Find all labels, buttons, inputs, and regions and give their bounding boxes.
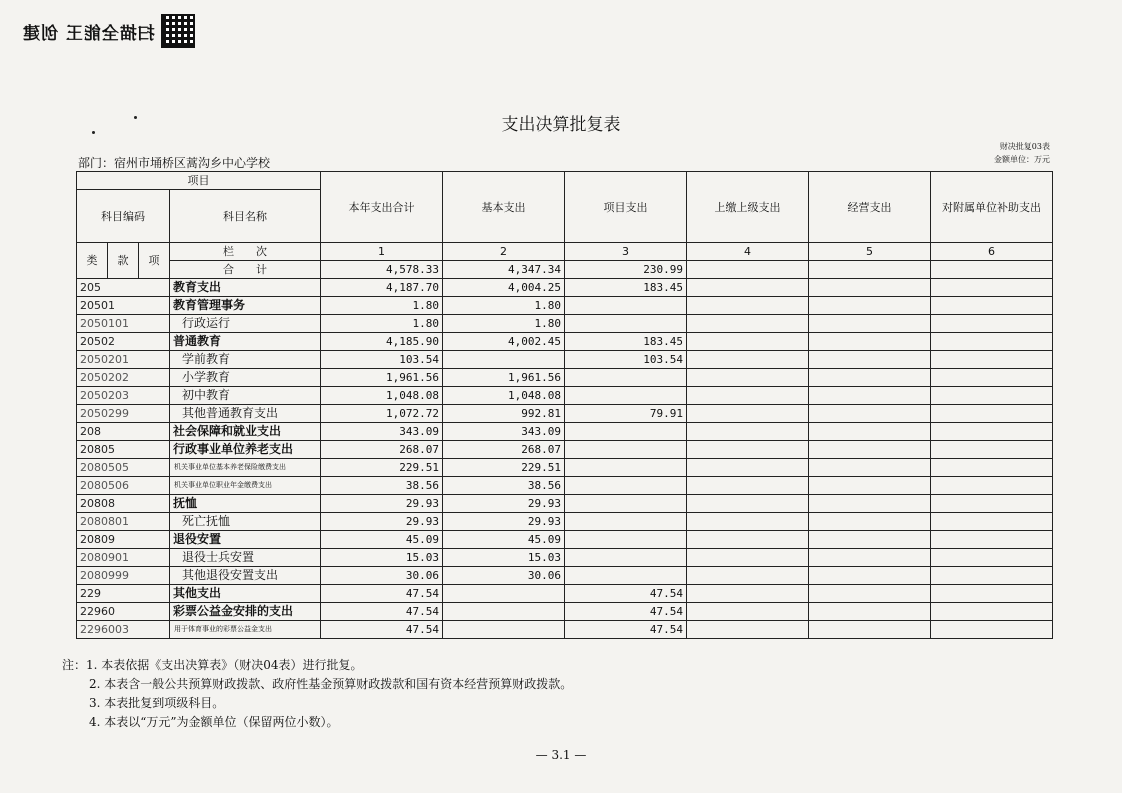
amount-cell: 1.80 [443,297,565,315]
subject-name-cell: 普通教育 [170,333,321,351]
amount-cell [931,369,1053,387]
amount-cell [687,297,809,315]
amount-cell: 103.54 [321,351,443,369]
amount-cell: 1.80 [443,315,565,333]
subject-code-cell: 2050203 [77,387,170,405]
amount-cell [931,531,1053,549]
table-row [77,387,1053,405]
subject-name-cell: 其他普通教育支出 [170,405,321,423]
total-cell [809,261,931,279]
amount-cell [931,585,1053,603]
amount-cell: 30.06 [443,567,565,585]
subject-name-cell: 教育支出 [170,279,321,297]
header-subject-code: 科目编码 [77,190,170,243]
table-row [77,333,1053,351]
note-2: 2. 本表含一般公共预算财政拨款、政府性基金预算财政拨款和国有资本经营预算财政拨款。 [89,677,573,691]
header-subject-name: 科目名称 [170,190,321,243]
amount-cell [809,477,931,495]
amount-cell [565,531,687,549]
header-col-2: 基本支出 [443,172,565,243]
subject-name-cell: 用于体育事业的彩票公益金支出 [170,621,321,639]
amount-cell: 103.54 [565,351,687,369]
table-row [77,567,1053,585]
table-row [77,495,1053,513]
amount-cell: 47.54 [565,585,687,603]
amount-cell [809,603,931,621]
amount-cell [443,351,565,369]
amount-cell [809,495,931,513]
amount-cell [687,585,809,603]
header-col-1: 本年支出合计 [321,172,443,243]
subject-code-cell: 208 [77,423,170,441]
subject-code-cell: 2080801 [77,513,170,531]
amount-cell: 229.51 [321,459,443,477]
subject-name-cell: 初中教育 [170,387,321,405]
amount-cell [565,297,687,315]
table-row [77,279,1053,297]
amount-cell [809,441,931,459]
department-label: 部门：宿州市埇桥区蒿沟乡中心学校 [78,156,271,170]
table-row [77,405,1053,423]
subject-code-cell: 2080505 [77,459,170,477]
amount-unit: 金额单位：万元 [994,155,1050,164]
column-number: 5 [809,243,931,261]
header-item: 项目 [77,172,321,190]
amount-cell: 29.93 [443,495,565,513]
amount-cell [687,603,809,621]
total-cell: 4,578.33 [321,261,443,279]
form-number: 财决批复03表 [999,142,1050,151]
page-number: — 3.1 — [535,748,587,762]
amount-cell: 4,185.90 [321,333,443,351]
subject-name-cell: 其他退役安置支出 [170,567,321,585]
note-4: 4. 本表以“万元”为金额单位（保留两位小数）。 [89,715,339,729]
amount-cell [687,387,809,405]
subject-code-cell: 2050202 [77,369,170,387]
amount-cell: 47.54 [321,621,443,639]
subject-code-cell: 2050101 [77,315,170,333]
total-cell [931,261,1053,279]
amount-cell [687,513,809,531]
amount-cell: 1,072.72 [321,405,443,423]
amount-cell [565,513,687,531]
amount-cell: 79.91 [565,405,687,423]
table-row [77,351,1053,369]
amount-cell [565,315,687,333]
amount-cell: 992.81 [443,405,565,423]
amount-cell [687,351,809,369]
amount-cell [931,279,1053,297]
page-title: 支出决算批复表 [501,115,621,135]
amount-cell [931,549,1053,567]
subject-code-cell: 20805 [77,441,170,459]
amount-cell [931,333,1053,351]
amount-cell: 15.03 [321,549,443,567]
amount-cell: 1,048.08 [321,387,443,405]
amount-cell [687,441,809,459]
amount-cell: 30.06 [321,567,443,585]
amount-cell [565,441,687,459]
header-xiang: 项 [139,243,170,279]
subject-name-cell: 机关事业单位基本养老保险缴费支出 [170,459,321,477]
amount-cell: 268.07 [321,441,443,459]
amount-cell: 45.09 [443,531,565,549]
amount-cell [809,549,931,567]
header-heji: 合 计 [170,261,321,279]
total-cell [687,261,809,279]
table-row [77,369,1053,387]
amount-cell [809,315,931,333]
amount-cell: 1,961.56 [321,369,443,387]
amount-cell [809,459,931,477]
subject-name-cell: 教育管理事务 [170,297,321,315]
amount-cell [809,405,931,423]
expenditure-table [76,171,1053,639]
note-3: 3. 本表批复到项级科目。 [89,696,225,710]
subject-code-cell: 20501 [77,297,170,315]
amount-cell [443,585,565,603]
amount-cell [809,369,931,387]
header-col-5: 经营支出 [809,172,931,243]
amount-cell [565,387,687,405]
amount-cell [931,567,1053,585]
total-cell: 230.99 [565,261,687,279]
header-col-6: 对附属单位补助支出 [931,172,1053,243]
amount-cell [687,567,809,585]
amount-cell [565,459,687,477]
header-col-3: 项目支出 [565,172,687,243]
amount-cell [809,351,931,369]
amount-cell [565,549,687,567]
scanner-watermark [22,14,195,48]
amount-cell [931,513,1053,531]
amount-cell: 1,048.08 [443,387,565,405]
amount-cell [687,477,809,495]
amount-cell: 29.93 [443,513,565,531]
amount-cell [809,333,931,351]
column-number: 1 [321,243,443,261]
amount-cell [809,513,931,531]
amount-cell [931,603,1053,621]
table-row [77,297,1053,315]
header-kuan: 款 [108,243,139,279]
subject-code-cell: 2050299 [77,405,170,423]
header-lei: 类 [77,243,108,279]
notes [62,656,572,732]
amount-cell [687,495,809,513]
note-1: 注：1. 本表依据《支出决算表》（财决04表）进行批复。 [62,658,363,672]
table-row [77,585,1053,603]
amount-cell: 15.03 [443,549,565,567]
subject-code-cell: 22960 [77,603,170,621]
amount-cell: 47.54 [321,585,443,603]
amount-cell: 343.09 [321,423,443,441]
amount-cell: 268.07 [443,441,565,459]
subject-code-cell: 2080506 [77,477,170,495]
amount-cell [687,315,809,333]
column-number: 4 [687,243,809,261]
subject-code-cell: 229 [77,585,170,603]
amount-cell: 1.80 [321,297,443,315]
amount-cell [565,495,687,513]
subject-name-cell: 退役士兵安置 [170,549,321,567]
subject-code-cell: 2080999 [77,567,170,585]
amount-cell [931,459,1053,477]
table-row [77,423,1053,441]
table-row [77,603,1053,621]
subject-name-cell: 彩票公益金安排的支出 [170,603,321,621]
total-cell: 4,347.34 [443,261,565,279]
amount-cell [931,441,1053,459]
table-row [77,549,1053,567]
subject-code-cell: 20809 [77,531,170,549]
form-meta [994,140,1050,166]
amount-cell [931,477,1053,495]
subject-code-cell: 2050201 [77,351,170,369]
subject-code-cell: 20502 [77,333,170,351]
column-number: 3 [565,243,687,261]
subject-name-cell: 死亡抚恤 [170,513,321,531]
amount-cell [687,369,809,387]
amount-cell [443,603,565,621]
table-row [77,459,1053,477]
amount-cell: 38.56 [321,477,443,495]
amount-cell [931,621,1053,639]
subject-name-cell: 社会保障和就业支出 [170,423,321,441]
subject-name-cell: 退役安置 [170,531,321,549]
amount-cell [565,477,687,495]
subject-name-cell: 学前教育 [170,351,321,369]
amount-cell [809,297,931,315]
amount-cell [565,369,687,387]
amount-cell [565,567,687,585]
amount-cell: 183.45 [565,279,687,297]
amount-cell: 1,961.56 [443,369,565,387]
subject-code-cell: 2080901 [77,549,170,567]
amount-cell [809,387,931,405]
header-col-4: 上缴上级支出 [687,172,809,243]
table-row [77,441,1053,459]
subject-name-cell: 机关事业单位职业年金缴费支出 [170,477,321,495]
amount-cell: 29.93 [321,513,443,531]
amount-cell: 47.54 [321,603,443,621]
amount-cell [809,423,931,441]
amount-cell [931,495,1053,513]
amount-cell [565,423,687,441]
amount-cell: 4,187.70 [321,279,443,297]
amount-cell [687,279,809,297]
amount-cell: 1.80 [321,315,443,333]
amount-cell [931,423,1053,441]
amount-cell: 4,004.25 [443,279,565,297]
amount-cell [931,315,1053,333]
amount-cell [809,531,931,549]
subject-name-cell: 小学教育 [170,369,321,387]
amount-cell [931,405,1053,423]
subject-code-cell: 205 [77,279,170,297]
amount-cell [809,621,931,639]
subject-name-cell: 抚恤 [170,495,321,513]
amount-cell: 343.09 [443,423,565,441]
amount-cell: 183.45 [565,333,687,351]
amount-cell [687,333,809,351]
amount-cell: 45.09 [321,531,443,549]
amount-cell [687,621,809,639]
table-row [77,477,1053,495]
scanner-watermark-text: 扫描全能王 创建 [22,23,155,44]
amount-cell: 4,002.45 [443,333,565,351]
subject-name-cell: 其他支出 [170,585,321,603]
amount-cell [809,585,931,603]
table-row [77,531,1053,549]
subject-code-cell: 20808 [77,495,170,513]
table-row [77,621,1053,639]
subject-name-cell: 行政事业单位养老支出 [170,441,321,459]
amount-cell: 29.93 [321,495,443,513]
amount-cell [931,297,1053,315]
amount-cell [809,279,931,297]
amount-cell [687,405,809,423]
table-body [77,279,1053,639]
amount-cell [809,567,931,585]
amount-cell [443,621,565,639]
subject-code-cell: 2296003 [77,621,170,639]
table-row [77,315,1053,333]
qr-code-icon [161,14,195,48]
column-number: 2 [443,243,565,261]
amount-cell [687,423,809,441]
amount-cell: 47.54 [565,621,687,639]
amount-cell: 38.56 [443,477,565,495]
amount-cell [931,351,1053,369]
amount-cell [931,387,1053,405]
amount-cell [687,459,809,477]
amount-cell: 229.51 [443,459,565,477]
amount-cell: 47.54 [565,603,687,621]
amount-cell [687,549,809,567]
table-row [77,513,1053,531]
header-lanci: 栏 次 [170,243,321,261]
column-number: 6 [931,243,1053,261]
amount-cell [687,531,809,549]
subject-name-cell: 行政运行 [170,315,321,333]
